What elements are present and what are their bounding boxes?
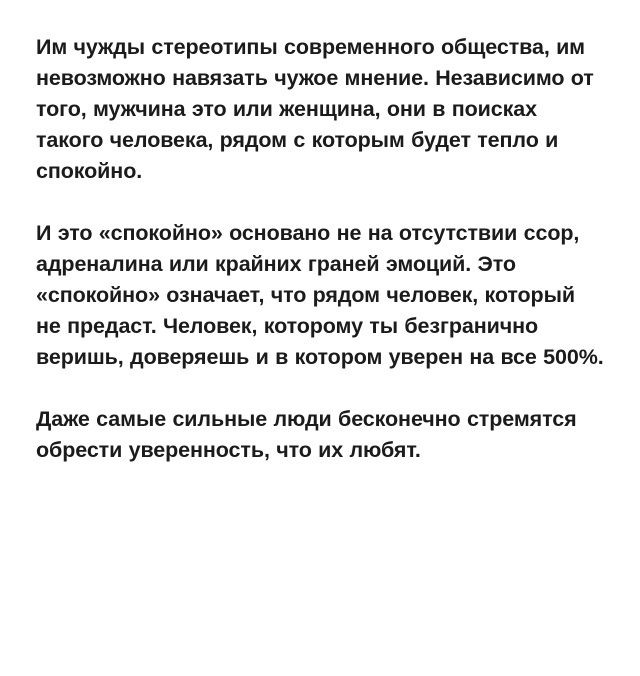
paragraph-3: Даже самые сильные люди бесконечно стремятся обрести уверенность, что их любят.	[36, 407, 577, 462]
paragraph-1: Им чужды стереотипы современного общества, им невозможно навязать чужое мнение. Независимо от того, мужчина это или женщина, они в поисках такого человека, рядом с которым будет тепло и спокойно.	[36, 35, 594, 183]
paragraph-2: И это «спокойно» основано не на отсутствии ссор, адреналина или крайних граней эмоций. Это «спокойно» означает, что рядом человек, который не предаст. Человек, которому ты безгранично веришь, доверяешь и в котором уверен на все 500%.	[36, 221, 604, 369]
